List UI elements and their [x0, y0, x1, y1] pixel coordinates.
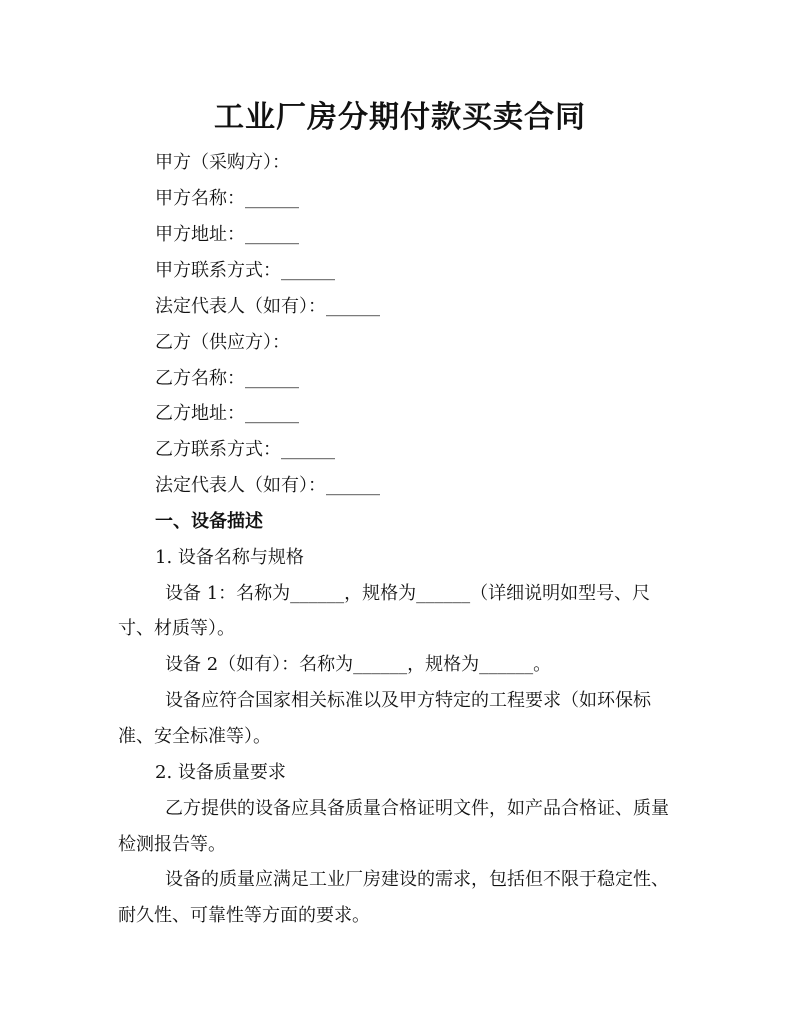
standards-line-2: 准、安全标准等）。 — [118, 726, 271, 747]
party-b-heading: 乙方（供应方）： — [155, 332, 290, 353]
subsection-heading-quality: 2. 设备质量要求 — [155, 762, 286, 783]
quality-paragraph-2-line-1: 设备的质量应满足工业厂房建设的需求，包括但不限于稳定性、 — [165, 869, 669, 890]
party-a-representative: 法定代表人（如有）：______ — [155, 296, 380, 317]
party-a-heading: 甲方（采购方）： — [155, 152, 290, 173]
quality-paragraph-2-line-2: 耐久性、可靠性等方面的要求。 — [118, 905, 370, 926]
standards-line-1: 设备应符合国家相关标准以及甲方特定的工程要求（如环保标 — [165, 690, 651, 711]
party-b-address: 乙方地址：______ — [155, 403, 299, 424]
party-a-name: 甲方名称：______ — [155, 188, 299, 209]
equipment-2: 设备 2（如有）：名称为______，规格为______。 — [165, 654, 552, 675]
party-b-representative: 法定代表人（如有）：______ — [155, 475, 380, 496]
section-heading-equipment: 一、设备描述 — [155, 511, 263, 532]
document-title: 工业厂房分期付款买卖合同 — [214, 100, 586, 135]
equipment-1-line-2: 寸、材质等）。 — [118, 618, 235, 639]
quality-paragraph-1-line-2: 检测报告等。 — [118, 834, 226, 855]
subsection-heading-name-spec: 1. 设备名称与规格 — [155, 547, 304, 568]
equipment-1-line-1: 设备 1：名称为______，规格为______（详细说明如型号、尺 — [165, 583, 651, 604]
quality-paragraph-1-line-1: 乙方提供的设备应具备质量合格证明文件，如产品合格证、质量 — [165, 798, 669, 819]
party-a-contact: 甲方联系方式：______ — [155, 260, 335, 281]
party-b-contact: 乙方联系方式：______ — [155, 439, 335, 460]
party-b-name: 乙方名称：______ — [155, 368, 299, 389]
party-a-address: 甲方地址：______ — [155, 224, 299, 245]
